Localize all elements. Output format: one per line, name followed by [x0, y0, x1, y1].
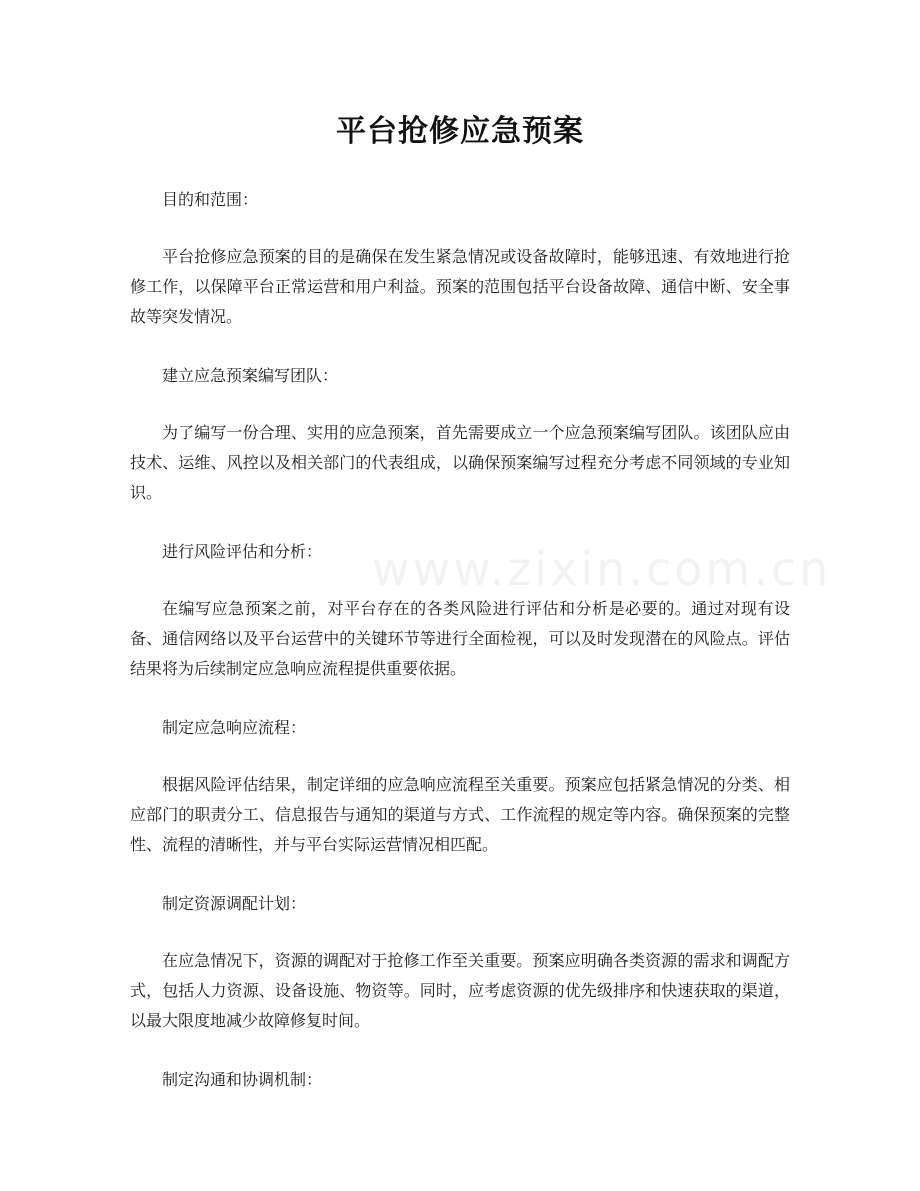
section-paragraph: 在编写应急预案之前，对平台存在的各类风险进行评估和分析是必要的。通过对现有设备、通信网络以及平台运营中的关键环节等进行全面检视，可以及时发现潜在的风险点。评估结果将为后续制定应急响应流程提供重要依据。	[130, 599, 790, 678]
section-paragraph: 根据风险评估结果，制定详细的应急响应流程至关重要。预案应包括紧急情况的分类、相应部门的职责分工、信息报告与通知的渠道与方式、工作流程的规定等内容。确保预案的完整性、流程的清晰性，并与平台实际运营情况相匹配。	[130, 775, 790, 854]
section-resource-plan	[130, 889, 790, 1036]
section-heading: 制定沟通和协调机制：	[162, 1070, 323, 1089]
section-risk-assessment	[130, 537, 790, 684]
section-paragraph: 平台抢修应急预案的目的是确保在发生紧急情况或设备故障时，能够迅速、有效地进行抢修工作，以保障平台正常运营和用户利益。预案的范围包括平台设备故障、通信中断、安全事故等突发情况。	[130, 247, 790, 326]
section-heading: 制定资源调配计划：	[162, 894, 307, 913]
section-heading: 建立应急预案编写团队：	[162, 366, 339, 385]
section-paragraph: 在应急情况下，资源的调配对于抢修工作至关重要。预案应明确各类资源的需求和调配方式，包括人力资源、设备设施、物资等。同时，应考虑资源的优先级排序和快速获取的渠道，以最大限度地减少故障修复时间。	[130, 951, 790, 1030]
section-response-process	[130, 713, 790, 860]
section-writing-team	[130, 361, 790, 508]
document-content	[130, 108, 790, 1095]
section-heading: 进行风险评估和分析：	[162, 542, 323, 561]
section-communication	[130, 1065, 790, 1095]
section-heading: 制定应急响应流程：	[162, 718, 307, 737]
section-heading: 目的和范围：	[162, 190, 259, 209]
document-title: 平台抢修应急预案	[336, 114, 584, 149]
section-paragraph: 为了编写一份合理、实用的应急预案，首先需要成立一个应急预案编写团队。该团队应由技术、运维、风控以及相关部门的代表组成，以确保预案编写过程充分考虑不同领域的专业知识。	[130, 423, 790, 502]
section-purpose-scope	[130, 185, 790, 332]
watermark: www.zixin.com.cn	[372, 542, 832, 596]
